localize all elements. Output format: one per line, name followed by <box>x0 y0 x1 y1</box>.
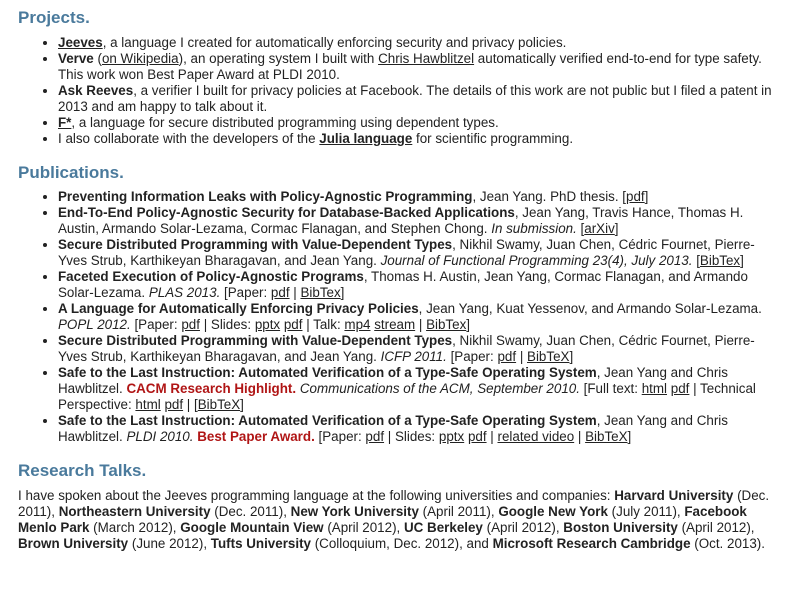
pptx-link[interactable]: pptx <box>438 429 465 444</box>
project-item-verve: • Verve (on Wikipedia), an operating system I built with Chris Hawblitzel automatically verified end-to-end for type safety. This work won Best Paper Award at PLDI 2010. <box>58 51 775 83</box>
talk-venue: Boston University <box>563 520 678 535</box>
publication-title: Safe to the Last Instruction: Automated Verification of a Type-Safe Operating System <box>58 413 597 428</box>
jeeves-link[interactable]: Jeeves <box>58 35 103 50</box>
talk-venue: Microsoft Research Cambridge <box>492 536 691 551</box>
publications-heading: Publications. <box>18 163 124 182</box>
publication-venue: ICFP 2011. <box>380 349 447 364</box>
publication-title: Safe to the Last Instruction: Automated Verification of a Type-Safe Operating System <box>58 365 597 380</box>
slides-pdf-link[interactable]: pdf <box>283 317 303 332</box>
pptx-link[interactable]: pptx <box>254 317 281 332</box>
pdf-link[interactable]: pdf <box>497 349 517 364</box>
publication-item: • Safe to the Last Instruction: Automated Verification of a Type-Safe Operating System, Jean Yang and Chris Hawblitzel. PLDI 2010. Best Paper Award. [Paper: pdf | Slides: pptx pdf | related video | BibTeX] <box>58 413 775 445</box>
publication-title: Faceted Execution of Policy-Agnostic Programs <box>58 269 364 284</box>
publication-title: End-To-End Policy-Agnostic Security for Database-Backed Applications <box>58 205 515 220</box>
pdf-link[interactable]: pdf <box>270 285 290 300</box>
research-talks-paragraph: I have spoken about the Jeeves programming language at the following universities and companies: Harvard University (Dec. 2011), Northeastern University (Dec. 2011), New York University (April 2011), Google New York (July 2011), Facebook Menlo Park (March 2012), Google Mountain View (April 2012), UC Berkeley (April 2012), Boston University (April 2012), Brown University (June 2012), Tufts University (Colloquium, Dec. 2012), and Microsoft Research Cambridge (Oct. 2013). <box>18 488 770 551</box>
publication-venue: POPL 2012. <box>58 317 131 332</box>
wikipedia-link[interactable]: on Wikipedia <box>101 51 179 66</box>
talk-venue: Northeastern University <box>58 504 211 519</box>
talk-venue: Tufts University <box>210 536 311 551</box>
publication-venue: PLAS 2013. <box>148 285 221 300</box>
publication-title: A Language for Automatically Enforcing Privacy Policies <box>58 301 419 316</box>
perspective-pdf-link[interactable]: pdf <box>164 397 184 412</box>
talk-venue: New York University <box>290 504 419 519</box>
stream-link[interactable]: stream <box>374 317 416 332</box>
bibtex-link[interactable]: BibTex <box>699 253 741 268</box>
publication-venue: PLDI 2010. <box>126 429 194 444</box>
publication-venue: Communications of the ACM, September 2010. <box>296 381 580 396</box>
publication-title: Secure Distributed Programming with Value-Dependent Types <box>58 333 453 348</box>
pdf-link[interactable]: pdf <box>626 189 645 204</box>
pdf-link[interactable]: pdf <box>670 381 690 396</box>
html-link[interactable]: html <box>641 381 668 396</box>
chris-hawblitzel-link[interactable]: Chris Hawblitzel <box>378 51 475 66</box>
publication-item: • Secure Distributed Programming with Value-Dependent Types, Nikhil Swamy, Juan Chen, Cédric Fournet, Pierre-Yves Strub, Karthikeyan Bharagavan, and Jean Yang. Journal of Functional Programming 23(4), July 2013. [BibTex] <box>58 237 775 269</box>
related-video-link[interactable]: related video <box>497 429 575 444</box>
fstar-link[interactable]: F* <box>58 115 72 130</box>
project-item-julia: • I also collaborate with the developers of the Julia language for scientific programming. <box>58 131 775 147</box>
talk-venue: Facebook Menlo Park <box>18 504 747 535</box>
publication-item: • Preventing Information Leaks with Policy-Agnostic Programming, Jean Yang. PhD thesis. [pdf] <box>58 189 775 205</box>
projects-heading: Projects. <box>18 8 90 27</box>
bibtex-link[interactable]: BibTeX <box>527 349 570 364</box>
talk-venue: Google Mountain View <box>180 520 324 535</box>
publication-item: • A Language for Automatically Enforcing Privacy Policies, Jean Yang, Kuat Yessenov, and Armando Solar-Lezama. POPL 2012. [Paper: pdf | Slides: pptx pdf | Talk: mp4 stream | BibTex] <box>58 301 775 333</box>
best-paper-award-badge: Best Paper Award. <box>197 429 315 444</box>
talk-venue: Harvard University <box>614 488 734 503</box>
talk-venue: UC Berkeley <box>403 520 483 535</box>
research-talks-heading: Research Talks. <box>18 461 147 480</box>
bibtex-link[interactable]: BibTex <box>426 317 467 332</box>
pdf-link[interactable]: pdf <box>365 429 385 444</box>
mp4-link[interactable]: mp4 <box>344 317 371 332</box>
bibtex-link[interactable]: BibTeX <box>585 429 628 444</box>
ask-reeves-title: Ask Reeves <box>58 83 134 98</box>
talk-venue: Brown University <box>18 536 129 551</box>
bibtex-link[interactable]: BibTeX <box>197 397 241 412</box>
project-item-jeeves: • Jeeves, a language I created for automatically enforcing security and privacy policies. <box>58 35 775 51</box>
publication-title: Preventing Information Leaks with Policy-Agnostic Programming <box>58 189 473 204</box>
publication-item: • Faceted Execution of Policy-Agnostic Programs, Thomas H. Austin, Jean Yang, Cormac Flanagan, and Armando Solar-Lezama. PLAS 2013. [Paper: pdf | BibTex] <box>58 269 775 301</box>
perspective-html-link[interactable]: html <box>135 397 161 412</box>
pdf-link[interactable]: pdf <box>181 317 200 332</box>
julia-link[interactable]: Julia language <box>319 131 413 146</box>
project-item-fstar: • F*, a language for secure distributed programming using dependent types. <box>58 115 775 131</box>
publication-item: • End-To-End Policy-Agnostic Security for Database-Backed Applications, Jean Yang, Travis Hance, Thomas H. Austin, Armando Solar-Lezama, Cormac Flanagan, and Stephen Chong. In submission. [arXiv] <box>58 205 775 237</box>
talk-venue: Google New York <box>498 504 608 519</box>
slides-pdf-link[interactable]: pdf <box>467 429 487 444</box>
project-item-ask-reeves: • Ask Reeves, a verifier I built for privacy policies at Facebook. The details of this work are not public but I filed a patent in 2013 and am happy to talk about it. <box>58 83 775 115</box>
bibtex-link[interactable]: BibTex <box>300 285 341 300</box>
projects-list <box>18 35 775 147</box>
research-highlight-badge: CACM Research Highlight. <box>126 381 297 396</box>
publication-item: • Secure Distributed Programming with Value-Dependent Types, Nikhil Swamy, Juan Chen, Cédric Fournet, Pierre-Yves Strub, Karthikeyan Bharagavan, and Jean Yang. ICFP 2011. [Paper: pdf | BibTeX] <box>58 333 775 365</box>
publications-list <box>18 189 775 445</box>
publication-venue: Journal of Functional Programming 23(4), July 2013. <box>380 253 693 268</box>
verve-title: Verve <box>58 51 94 66</box>
publication-title: Secure Distributed Programming with Value-Dependent Types <box>58 237 453 252</box>
publication-item: • Safe to the Last Instruction: Automated Verification of a Type-Safe Operating System, Jean Yang and Chris Hawblitzel. CACM Research Highlight. Communications of the ACM, September 2010. [Full text: html pdf | Technical Perspective: html pdf | [BibTeX] <box>58 365 775 413</box>
publication-venue: In submission. <box>491 221 577 236</box>
arxiv-link[interactable]: arXiv <box>584 221 615 236</box>
